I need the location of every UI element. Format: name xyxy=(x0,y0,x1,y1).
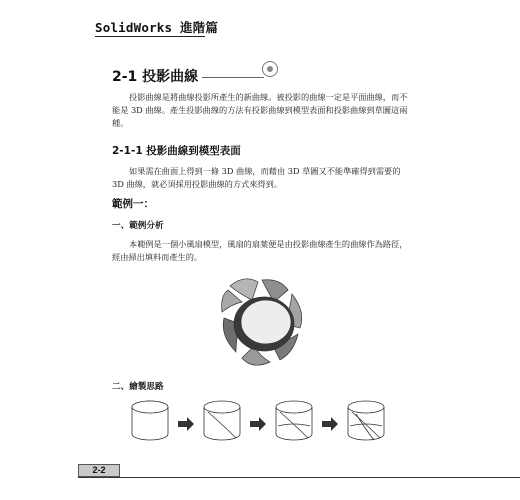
section-intro: 投影曲線是將曲線投影所產生的新曲線。被投影的曲線一定是平面曲線，而不能是 3D 曲線。產生投影曲線的方法有投影曲線到模型表面和投影曲線到草圖這兩種。 xyxy=(112,92,408,128)
step-analysis-label: 一、範例分析 xyxy=(112,221,164,231)
page-number: 2-2 xyxy=(78,464,120,477)
sequence-stage-4 xyxy=(348,401,384,440)
subsection-body: 如果需在曲面上得到一條 3D 曲線，而藉由 3D 草圖又不能準確得到需要的 3D 曲線，就必須採用投影曲線的方式來得到。 xyxy=(112,166,401,189)
step-analysis-body: 本範例是一個小風扇模型，風扇的扇葉便是由投影曲線產生的曲線作為路徑，經由掃出填料而產生的。 xyxy=(112,239,408,262)
section-title: 2-1 投影曲線 xyxy=(112,69,199,85)
subsection-title: 2-1-1 投影曲線到模型表面 xyxy=(112,145,241,157)
book-header: SolidWorks 進階篇 xyxy=(95,20,219,35)
step-thinking-label: 二、繪製思路 xyxy=(112,382,164,392)
sequence-stage-2 xyxy=(204,401,240,440)
title-decoration-circle xyxy=(262,61,278,77)
arrow-icon xyxy=(250,417,266,431)
fan-hub-face xyxy=(241,300,291,344)
example-title: 範例一： xyxy=(112,198,154,210)
title-decoration-line xyxy=(202,77,264,78)
sequence-stage-3 xyxy=(276,401,312,440)
arrow-icon xyxy=(178,417,194,431)
footer-rule xyxy=(78,477,520,478)
sequence-stage-1 xyxy=(132,401,168,440)
header-underline xyxy=(95,36,205,37)
arrow-icon xyxy=(322,417,338,431)
drawing-sequence-diagram xyxy=(128,396,398,454)
fan-model-image xyxy=(212,272,312,372)
